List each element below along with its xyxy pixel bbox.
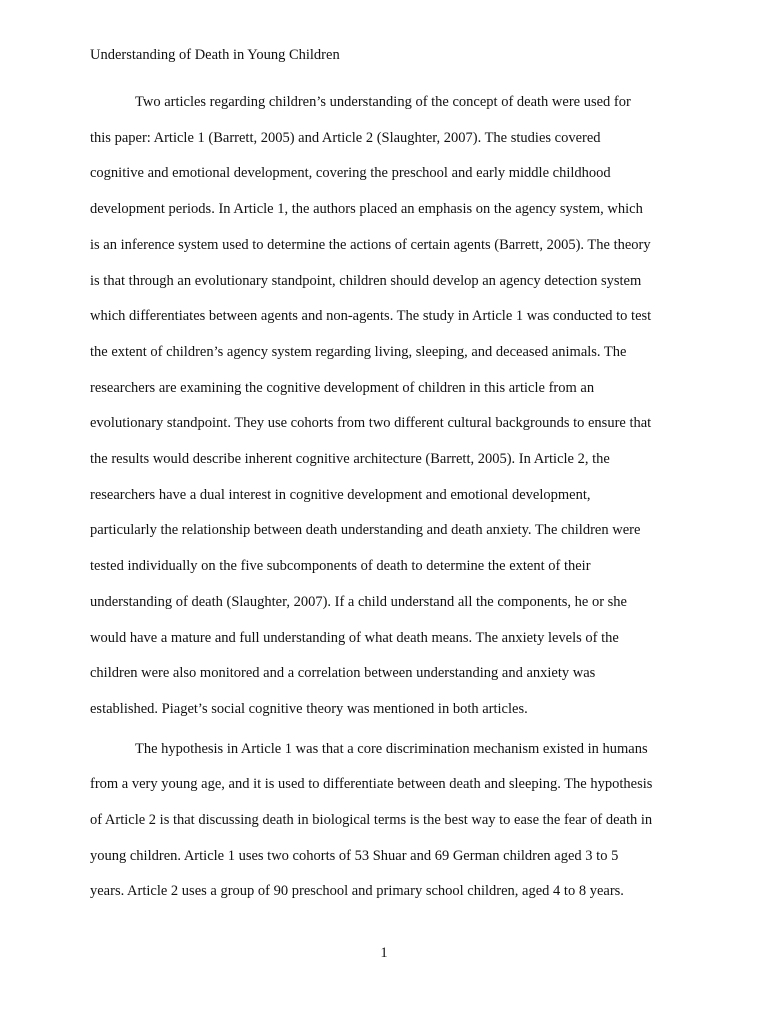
paragraph-1-line-12: researchers have a dual interest in cognitive development and emotional development, (90, 486, 591, 503)
paragraph-1-line-9: researchers are examining the cognitive development of children in this article from an (90, 379, 595, 396)
paragraph-1-line-14: tested individually on the five subcomponents of death to determine the extent of their (90, 558, 591, 575)
running-head: Understanding of Death in Young Children (90, 47, 340, 63)
paragraph-1-line-16: would have a mature and full understanding of what death means. The anxiety levels of the (90, 629, 619, 646)
paragraph-2-line-1: The hypothesis in Article 1 was that a core discrimination mechanism existed in humans (135, 740, 648, 757)
paragraph-2-line-5: years. Article 2 uses a group of 90 preschool and primary school children, aged 4 to 8 years. (90, 883, 624, 900)
paragraph-1-line-6: is that through an evolutionary standpoint, children should develop an agency detection system (90, 272, 642, 289)
paragraph-1-line-11: the results would describe inherent cognitive architecture (Barrett, 2005). In Article 2, the (90, 451, 610, 467)
paragraph-2-line-4: young children. Article 1 uses two cohorts of 53 Shuar and 69 German children aged 3 to 5 (90, 847, 619, 864)
paragraph-1-line-17: children were also monitored and a correlation between understanding and anxiety was (90, 665, 596, 682)
page-number: 1 (380, 945, 388, 961)
paragraph-1-line-18: established. Piaget’s social cognitive theory was mentioned in both articles. (90, 700, 528, 717)
paragraph-1-line-10: evolutionary standpoint. They use cohorts from two different cultural backgrounds to ensure that (90, 415, 652, 432)
paragraph-1-line-2: this paper: Article 1 (Barrett, 2005) and Article 2 (Slaughter, 2007). The studies covered (90, 129, 601, 146)
paragraph-2-line-3: of Article 2 is that discussing death in biological terms is the best way to ease the fear of death in (90, 812, 653, 828)
paragraph-1-line-7: which differentiates between agents and non-agents. The study in Article 1 was conducted to test (90, 308, 652, 325)
paragraph-1-line-5: is an inference system used to determine the actions of certain agents (Barrett, 2005). The theory (90, 236, 651, 253)
paragraph-1-line-4: development periods. In Article 1, the authors placed an emphasis on the agency system, which (90, 201, 643, 218)
paragraph-1-line-13: particularly the relationship between death understanding and death anxiety. The children were (90, 522, 641, 539)
paragraph-1-line-15: understanding of death (Slaughter, 2007). If a child understand all the components, he or she (90, 593, 627, 610)
paragraph-1-line-8: the extent of children’s agency system regarding living, sleeping, and deceased animals. The (90, 343, 627, 360)
paragraph-1-line-3: cognitive and emotional development, covering the preschool and early middle childhood (90, 165, 611, 182)
paragraph-2-line-2: from a very young age, and it is used to differentiate between death and sleeping. The hypothesis (90, 776, 653, 793)
paragraph-1-line-1: Two articles regarding children’s understanding of the concept of death were used for (135, 94, 631, 110)
